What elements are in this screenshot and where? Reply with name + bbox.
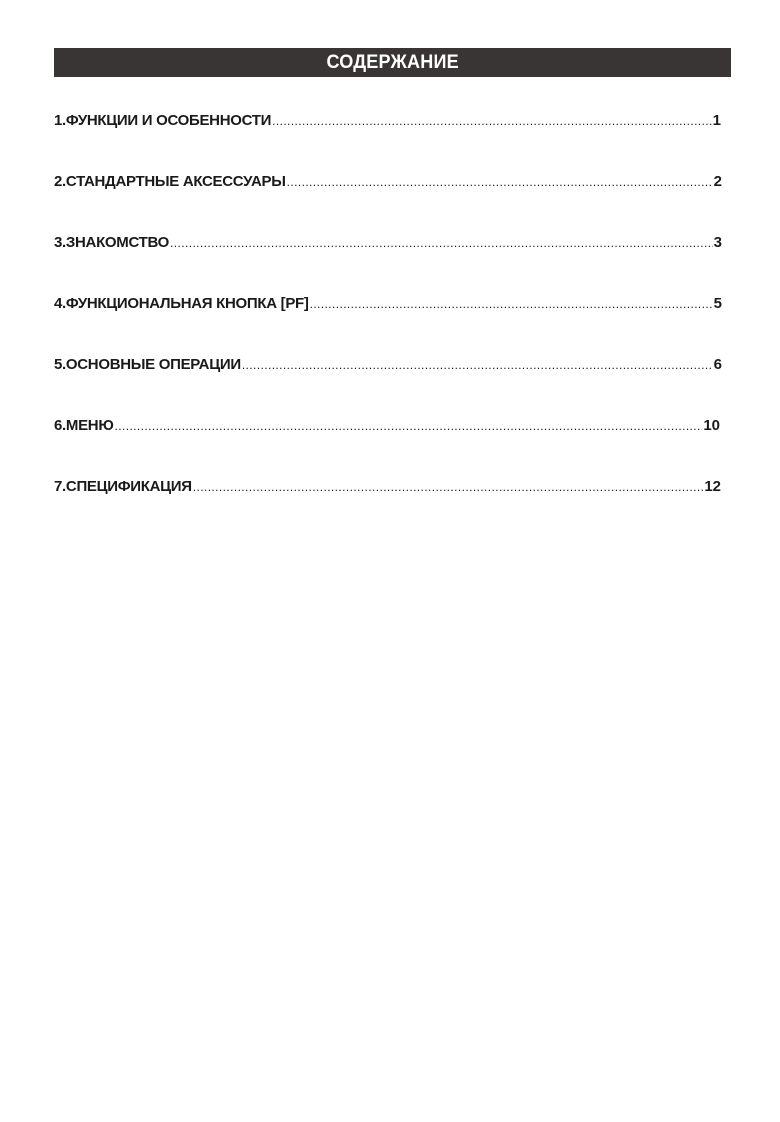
toc-entry-5[interactable] bbox=[54, 356, 722, 378]
toc-entry-1[interactable] bbox=[54, 112, 721, 134]
toc-entry-page: 3 bbox=[713, 234, 722, 251]
toc-entry-label: 6.МЕНЮ bbox=[54, 417, 114, 434]
toc-entry-page: 2 bbox=[713, 173, 722, 190]
toc-dot-leader bbox=[170, 236, 713, 250]
toc-entry-3[interactable] bbox=[54, 234, 722, 256]
toc-entry-page: 6 bbox=[713, 356, 722, 373]
toc-dot-leader bbox=[310, 297, 713, 311]
toc-entry-label: 1.ФУНКЦИИ И ОСОБЕННОСТИ bbox=[54, 112, 272, 129]
toc-entry-6[interactable] bbox=[54, 417, 720, 439]
toc-entry-label: 2.СТАНДАРТНЫЕ АКСЕССУАРЫ bbox=[54, 173, 286, 190]
toc-dot-leader bbox=[193, 480, 704, 494]
toc-dot-leader bbox=[287, 175, 713, 189]
toc-entry-page: 10 bbox=[703, 417, 720, 434]
toc-entry-4[interactable] bbox=[54, 295, 722, 317]
toc-dot-leader bbox=[242, 358, 713, 372]
toc-entry-2[interactable] bbox=[54, 173, 722, 195]
toc-entry-7[interactable] bbox=[54, 478, 721, 500]
page-title: СОДЕРЖАНИЕ bbox=[326, 51, 459, 73]
toc-dot-leader bbox=[115, 419, 703, 433]
toc-entry-page: 5 bbox=[713, 295, 722, 312]
title-bar bbox=[54, 48, 731, 77]
toc-entry-label: 3.ЗНАКОМСТВО bbox=[54, 234, 170, 251]
toc-entry-page: 12 bbox=[704, 478, 721, 495]
toc-entry-label: 5.ОСНОВНЫЕ ОПЕРАЦИИ bbox=[54, 356, 241, 373]
toc-entry-label: 4.ФУНКЦИОНАЛЬНАЯ КНОПКА [PF] bbox=[54, 295, 309, 312]
toc-entry-label: 7.СПЕЦИФИКАЦИЯ bbox=[54, 478, 192, 495]
toc-entry-page: 1 bbox=[712, 112, 721, 129]
toc-dot-leader bbox=[272, 114, 712, 128]
